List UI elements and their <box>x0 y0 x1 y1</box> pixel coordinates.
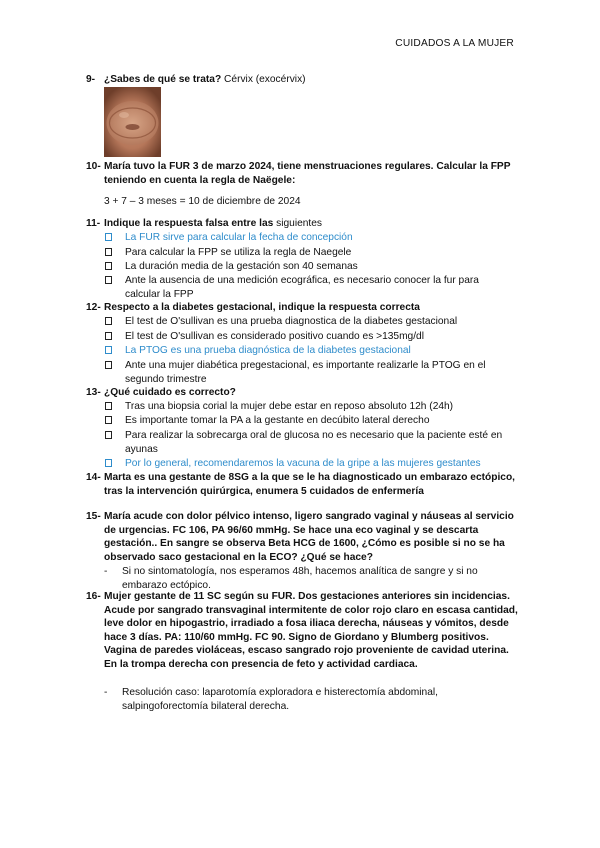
question-14 <box>86 471 522 501</box>
checkbox-icon[interactable] <box>105 459 112 467</box>
question-11 <box>86 217 522 231</box>
checkbox-icon[interactable] <box>105 317 112 325</box>
question-text: ¿Sabes de qué se trata? Cérvix (exocérvix) <box>104 74 306 85</box>
question-text: Mujer gestante de 11 SC según su FUR. Dos gestaciones anteriores sin incidencias. Acude por sangrado transvaginal intermitente de color rojo claro en escasa cantidad, leve dolor en hipogastrio, irradiado a fosa iliaca derecha, náuseas y vómitos, desde hace 3 días. PA: 110/60 mmHg. FC 90. Signo de Giordano y Blumberg positivos. Vagina de paredes violáceas, escaso sangrado rojo proveniente de cavidad uterina. En la trompa derecha con presencia de feto y actividad cardiaca. <box>104 591 518 670</box>
question-number: 11- <box>86 218 101 229</box>
question-text: María tuvo la FUR 3 de marzo 2024, tiene menstruaciones regulares. Calcular la FPP teniendo en cuenta la regla de Naëgele: <box>104 161 511 186</box>
checkbox-icon[interactable] <box>105 262 112 270</box>
checkbox-icon[interactable] <box>105 276 112 284</box>
dash-bullet-icon: - <box>104 566 108 577</box>
question-text: María acude con dolor pélvico intenso, ligero sangrado vaginal y náuseas al servicio de urgencias. FC 106, PA 96/60 mmHg. Se hace una eco vaginal y se descarta gestación.. En sangre se observa Beta HCG de 1600, ¿Cómo es posible si no se ha observado saco gestacional en la ECO? ¿Qué se hace? <box>104 511 514 563</box>
question-13 <box>86 386 522 400</box>
checkbox-icon[interactable] <box>105 416 112 424</box>
question-text: Marta es una gestante de 8SG a la que se le ha diagnosticado un embarazo ectópico, tras la intervención quirúrgica, enumera 5 cuidados de enfermería <box>104 472 516 497</box>
question-text: ¿Qué cuidado es correcto? <box>104 387 236 398</box>
question-15 <box>86 510 522 568</box>
document-header: CUIDADOS A LA MUJER <box>395 38 514 49</box>
question-number: 13- <box>86 387 101 398</box>
checkbox-icon[interactable] <box>105 431 112 439</box>
question-number: 12- <box>86 302 101 313</box>
question-9 <box>86 73 522 87</box>
checkbox-icon[interactable] <box>105 248 112 256</box>
answer-text: Si no sintomatología, nos esperamos 48h, hacemos analítica de sangre y si no embarazo ectópico. <box>122 566 478 591</box>
cervix-photo <box>104 87 161 157</box>
checkbox-icon[interactable] <box>105 346 112 354</box>
checkbox-icon[interactable] <box>105 361 112 369</box>
checkbox-icon[interactable] <box>105 402 112 410</box>
answer-text: 3 + 7 – 3 meses = 10 de diciembre de 2024 <box>104 196 301 207</box>
question-16 <box>86 590 522 686</box>
question-number: 14- <box>86 472 101 483</box>
question-number: 15- <box>86 511 101 522</box>
checkbox-icon[interactable] <box>105 233 112 241</box>
dash-bullet-icon: - <box>104 687 108 698</box>
checkbox-icon[interactable] <box>105 332 112 340</box>
question-10 <box>86 160 522 190</box>
question-12 <box>86 301 522 315</box>
question-number: 16- <box>86 591 101 602</box>
question-number: 9- <box>86 74 96 85</box>
question-number: 10- <box>86 161 101 172</box>
answer-text: Cérvix (exocérvix) <box>224 74 306 85</box>
answer-text: Resolución caso: laparotomía exploradora e histerectomía abdominal, salpingoforectomía bilateral derecha. <box>122 687 438 712</box>
question-text: Respecto a la diabetes gestacional, indique la respuesta correcta <box>104 302 420 313</box>
question-text: Indique la respuesta falsa entre las siguientes <box>104 218 323 229</box>
